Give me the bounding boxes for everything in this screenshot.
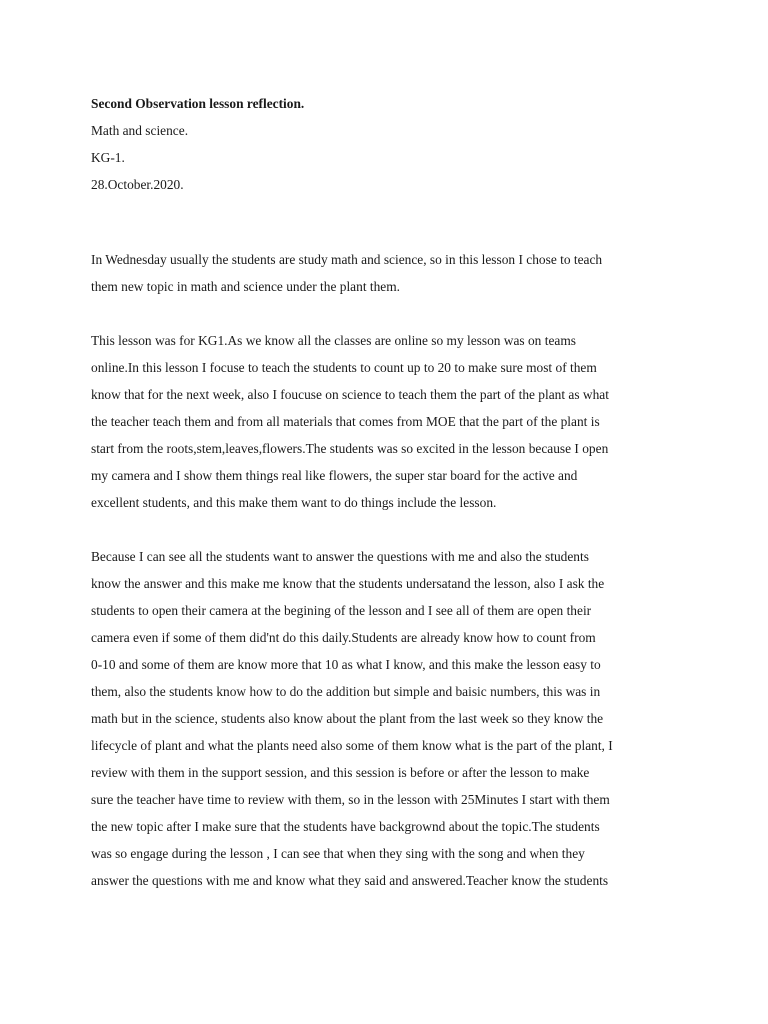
paragraph-line: my camera and I show them things real like flowers, the super star board for the active and [91, 468, 578, 483]
document-header [91, 90, 691, 198]
subject-line: Math and science. [91, 123, 189, 138]
paragraph-line: them, also the students know how to do the addition but simple and baisic numbers, this was in [91, 684, 601, 699]
paragraph [91, 246, 691, 300]
paragraph-line: answer the questions with me and know what they said and answered.Teacher know the students [91, 873, 609, 888]
paragraph-line: sure the teacher have time to review with them, so in the lesson with 25Minutes I start with them [91, 792, 610, 807]
paragraph-line: the teacher teach them and from all materials that comes from MOE that the part of the plant is [91, 414, 600, 429]
class-line: KG-1. [91, 150, 125, 165]
paragraph [91, 327, 691, 516]
document-body [91, 246, 691, 921]
paragraph-line: excellent students, and this make them want to do things include the lesson. [91, 495, 497, 510]
paragraph-line: know the answer and this make me know that the students undersatand the lesson, also I ask the [91, 576, 605, 591]
paragraph-line: This lesson was for KG1.As we know all the classes are online so my lesson was on teams [91, 333, 576, 348]
paragraph-line: Because I can see all the students want to answer the questions with me and also the students [91, 549, 589, 564]
paragraph-line: 0-10 and some of them are know more that 10 as what I know, and this make the lesson easy to [91, 657, 601, 672]
paragraph [91, 543, 691, 894]
paragraph-line: math but in the science, students also know about the plant from the last week so they know the [91, 711, 604, 726]
paragraph-line: start from the roots,stem,leaves,flowers.The students was so excited in the lesson because I open [91, 441, 609, 456]
date-line: 28.October.2020. [91, 177, 184, 192]
paragraph-line: In Wednesday usually the students are study math and science, so in this lesson I chose to teach [91, 252, 603, 267]
document-title: Second Observation lesson reflection. [91, 96, 305, 111]
paragraph-line: online.In this lesson I focuse to teach the students to count up to 20 to make sure most of them [91, 360, 597, 375]
paragraph-line: review with them in the support session, and this session is before or after the lesson to make [91, 765, 590, 780]
paragraph-line: was so engage during the lesson , I can see that when they sing with the song and when they [91, 846, 585, 861]
paragraph-line: lifecycle of plant and what the plants need also some of them know what is the part of the plant, I [91, 738, 613, 753]
paragraph-line: them new topic in math and science under the plant them. [91, 279, 401, 294]
paragraph-line: camera even if some of them did'nt do this daily.Students are already know how to count from [91, 630, 596, 645]
paragraph-line: know that for the next week, also I foucuse on science to teach them the part of the plant as what [91, 387, 609, 402]
paragraph-line: the new topic after I make sure that the students have backgrownd about the topic.The students [91, 819, 600, 834]
paragraph-line: students to open their camera at the begining of the lesson and I see all of them are open their [91, 603, 592, 618]
